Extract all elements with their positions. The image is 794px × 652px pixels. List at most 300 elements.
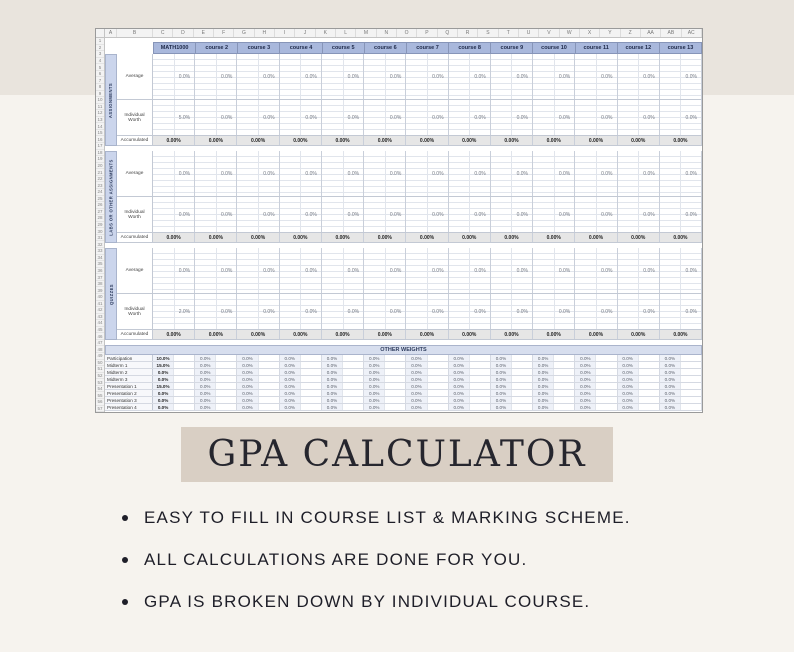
grade-input-cell[interactable] [195,248,217,293]
weight-input-cell[interactable] [343,355,363,361]
percent-cell[interactable]: 0.0% [512,100,532,135]
percent-cell[interactable]: 0.0% [386,100,406,135]
weight-input-cell[interactable] [470,355,490,361]
weight-value-cell[interactable]: 0.0% [280,369,301,375]
grade-input-cell[interactable] [575,197,597,232]
weight-input-cell[interactable] [470,390,490,396]
weight-input-cell[interactable] [174,383,194,389]
weight-value-cell[interactable]: 0.0% [322,362,343,368]
weight-input-cell[interactable] [385,404,405,410]
weight-input-cell[interactable] [639,404,659,410]
weight-value-cell[interactable]: 0.0% [449,383,470,389]
weight-input-cell[interactable] [428,383,448,389]
grade-input-cell[interactable] [237,197,259,232]
weight-value-cell[interactable]: 0.0% [280,397,301,403]
weight-value-cell[interactable]: 0.0% [575,362,596,368]
weight-input-cell[interactable] [554,376,574,382]
percent-cell[interactable]: 0.0% [681,197,701,232]
percent-cell[interactable]: 0.0% [555,197,575,232]
weight-input-cell[interactable] [385,362,405,368]
weight-value-cell[interactable]: 0.0% [153,369,174,375]
grade-input-cell[interactable] [322,294,344,329]
weight-input-cell[interactable] [343,376,363,382]
grade-input-cell[interactable] [618,151,640,196]
accumulated-cell[interactable]: 0.00% [364,233,406,242]
percent-cell[interactable]: 0.0% [344,197,364,232]
weight-input-cell[interactable] [343,404,363,410]
weight-value-cell[interactable]: 0.0% [533,376,554,382]
grade-input-cell[interactable] [406,197,428,232]
weight-value-cell[interactable]: 0.0% [449,376,470,382]
weight-input-cell[interactable] [681,355,701,361]
weight-value-cell[interactable]: 0.0% [575,383,596,389]
percent-cell[interactable]: 0.0% [301,54,321,99]
weight-value-cell[interactable]: 0.0% [364,390,385,396]
grade-input-cell[interactable] [618,248,640,293]
course-header-cell[interactable]: course 4 [280,42,322,54]
percent-cell[interactable]: 2.0% [175,294,195,329]
accumulated-cell[interactable]: 0.00% [322,330,364,339]
percent-cell[interactable]: 0.0% [386,151,406,196]
grade-input-cell[interactable] [618,197,640,232]
accumulated-cell[interactable]: 0.00% [153,136,195,145]
percent-cell[interactable]: 0.0% [301,100,321,135]
weight-value-cell[interactable]: 0.0% [195,362,216,368]
grade-input-cell[interactable] [533,197,555,232]
accumulated-cell[interactable]: 0.00% [195,136,237,145]
weight-value-cell[interactable]: 0.0% [660,397,681,403]
weight-input-cell[interactable] [428,369,448,375]
weight-input-cell[interactable] [554,369,574,375]
accumulated-cell[interactable]: 0.00% [364,136,406,145]
percent-cell[interactable]: 0.0% [470,248,490,293]
accumulated-cell[interactable]: 0.00% [660,330,702,339]
weight-value-cell[interactable]: 0.0% [237,369,258,375]
grade-input-cell[interactable] [280,151,302,196]
weight-value-cell[interactable]: 0.0% [533,362,554,368]
weight-input-cell[interactable] [216,390,236,396]
weight-input-cell[interactable] [301,404,321,410]
percent-cell[interactable]: 0.0% [555,294,575,329]
weight-input-cell[interactable] [470,397,490,403]
weight-value-cell[interactable]: 0.0% [322,397,343,403]
percent-cell[interactable]: 0.0% [175,197,195,232]
weight-input-cell[interactable] [259,404,279,410]
percent-cell[interactable]: 0.0% [639,197,659,232]
percent-cell[interactable]: 0.0% [301,248,321,293]
weight-value-cell[interactable]: 0.0% [237,355,258,361]
grade-input-cell[interactable] [153,248,175,293]
grade-input-cell[interactable] [660,100,682,135]
accumulated-cell[interactable]: 0.00% [322,136,364,145]
weight-value-cell[interactable]: 0.0% [280,355,301,361]
percent-cell[interactable]: 0.0% [259,197,279,232]
grade-input-cell[interactable] [364,100,386,135]
accumulated-cell[interactable]: 0.00% [449,330,491,339]
weight-value-cell[interactable]: 0.0% [364,355,385,361]
grade-input-cell[interactable] [660,248,682,293]
weight-value-cell[interactable]: 0.0% [660,362,681,368]
grade-input-cell[interactable] [406,248,428,293]
weight-value-cell[interactable]: 0.0% [280,362,301,368]
weight-value-cell[interactable]: 0.0% [153,404,174,410]
weight-input-cell[interactable] [681,362,701,368]
accumulated-cell[interactable]: 0.00% [449,136,491,145]
accumulated-cell[interactable]: 0.00% [406,233,448,242]
weight-value-cell[interactable]: 0.0% [533,369,554,375]
weight-value-cell[interactable]: 0.0% [406,369,427,375]
weight-value-cell[interactable]: 0.0% [364,362,385,368]
weight-value-cell[interactable]: 0.0% [322,383,343,389]
weight-input-cell[interactable] [512,383,532,389]
accumulated-cell[interactable]: 0.00% [618,233,660,242]
weight-value-cell[interactable]: 0.0% [618,376,639,382]
weight-value-cell[interactable]: 0.0% [660,390,681,396]
weight-value-cell[interactable]: 0.0% [195,376,216,382]
accumulated-cell[interactable]: 0.00% [237,233,279,242]
weight-value-cell[interactable]: 0.0% [153,376,174,382]
accumulated-cell[interactable]: 0.00% [533,136,575,145]
grade-input-cell[interactable] [153,151,175,196]
weight-input-cell[interactable] [639,362,659,368]
percent-cell[interactable]: 0.0% [217,100,237,135]
grade-input-cell[interactable] [575,294,597,329]
grade-input-cell[interactable] [237,294,259,329]
grade-input-cell[interactable] [153,197,175,232]
percent-cell[interactable]: 0.0% [301,151,321,196]
course-header-cell[interactable]: course 7 [407,42,449,54]
percent-cell[interactable]: 0.0% [301,197,321,232]
weight-input-cell[interactable] [174,390,194,396]
course-header-cell[interactable]: course 2 [196,42,238,54]
percent-cell[interactable]: 0.0% [512,197,532,232]
weight-input-cell[interactable] [216,376,236,382]
percent-cell[interactable]: 0.0% [470,100,490,135]
weight-input-cell[interactable] [639,355,659,361]
accumulated-cell[interactable]: 0.00% [322,233,364,242]
percent-cell[interactable]: 0.0% [639,151,659,196]
weight-value-cell[interactable]: 0.0% [237,376,258,382]
weight-input-cell[interactable] [216,383,236,389]
percent-cell[interactable]: 0.0% [428,54,448,99]
weight-value-cell[interactable]: 0.0% [575,369,596,375]
course-header-cell[interactable]: course 5 [323,42,365,54]
percent-cell[interactable]: 0.0% [428,294,448,329]
weight-input-cell[interactable] [428,404,448,410]
percent-cell[interactable]: 0.0% [512,54,532,99]
weight-value-cell[interactable]: 0.0% [449,404,470,410]
percent-cell[interactable]: 0.0% [597,54,617,99]
weight-input-cell[interactable] [596,383,616,389]
percent-cell[interactable]: 0.0% [555,54,575,99]
weight-value-cell[interactable]: 0.0% [195,390,216,396]
grade-input-cell[interactable] [575,100,597,135]
weight-input-cell[interactable] [216,404,236,410]
grade-input-cell[interactable] [280,100,302,135]
weight-input-cell[interactable] [301,383,321,389]
weight-value-cell[interactable]: 0.0% [322,369,343,375]
accumulated-cell[interactable]: 0.00% [491,330,533,339]
weight-input-cell[interactable] [301,390,321,396]
grade-input-cell[interactable] [153,54,175,99]
accumulated-cell[interactable]: 0.00% [280,330,322,339]
grade-input-cell[interactable] [449,248,471,293]
grade-input-cell[interactable] [618,100,640,135]
weight-value-cell[interactable]: 0.0% [406,355,427,361]
weight-value-cell[interactable]: 15.0% [153,383,174,389]
weight-value-cell[interactable]: 0.0% [533,390,554,396]
grade-input-cell[interactable] [406,100,428,135]
weight-input-cell[interactable] [216,362,236,368]
percent-cell[interactable]: 0.0% [639,248,659,293]
percent-cell[interactable]: 0.0% [344,54,364,99]
percent-cell[interactable]: 5.0% [175,100,195,135]
weight-value-cell[interactable]: 0.0% [406,390,427,396]
weight-input-cell[interactable] [596,376,616,382]
grade-input-cell[interactable] [406,294,428,329]
weight-input-cell[interactable] [301,355,321,361]
grade-input-cell[interactable] [364,294,386,329]
weight-input-cell[interactable] [385,376,405,382]
weight-value-cell[interactable]: 0.0% [153,390,174,396]
weight-input-cell[interactable] [174,404,194,410]
percent-cell[interactable]: 0.0% [512,294,532,329]
weight-input-cell[interactable] [639,397,659,403]
percent-cell[interactable]: 0.0% [217,151,237,196]
accumulated-cell[interactable]: 0.00% [575,136,617,145]
weight-value-cell[interactable]: 0.0% [406,404,427,410]
weight-input-cell[interactable] [174,376,194,382]
percent-cell[interactable]: 0.0% [217,197,237,232]
weight-input-cell[interactable] [681,383,701,389]
percent-cell[interactable]: 0.0% [259,248,279,293]
weight-value-cell[interactable]: 0.0% [491,383,512,389]
grade-input-cell[interactable] [280,248,302,293]
accumulated-cell[interactable]: 0.00% [195,233,237,242]
accumulated-cell[interactable]: 0.00% [406,136,448,145]
percent-cell[interactable]: 0.0% [217,248,237,293]
weight-value-cell[interactable]: 0.0% [449,369,470,375]
accumulated-cell[interactable]: 0.00% [364,330,406,339]
accumulated-cell[interactable]: 0.00% [491,233,533,242]
accumulated-cell[interactable]: 0.00% [533,330,575,339]
weight-input-cell[interactable] [596,355,616,361]
percent-cell[interactable]: 0.0% [639,294,659,329]
percent-cell[interactable]: 0.0% [386,248,406,293]
grade-input-cell[interactable] [195,54,217,99]
weight-value-cell[interactable]: 0.0% [280,404,301,410]
weight-value-cell[interactable]: 0.0% [195,383,216,389]
weight-input-cell[interactable] [343,383,363,389]
course-header-cell[interactable]: course 11 [576,42,618,54]
weight-input-cell[interactable] [596,397,616,403]
accumulated-cell[interactable]: 0.00% [237,136,279,145]
weight-input-cell[interactable] [639,376,659,382]
grade-input-cell[interactable] [533,54,555,99]
grade-input-cell[interactable] [237,151,259,196]
percent-cell[interactable]: 0.0% [386,197,406,232]
weight-input-cell[interactable] [512,362,532,368]
accumulated-cell[interactable]: 0.00% [153,233,195,242]
weight-input-cell[interactable] [259,376,279,382]
grade-input-cell[interactable] [364,197,386,232]
accumulated-cell[interactable]: 0.00% [237,330,279,339]
weight-input-cell[interactable] [385,390,405,396]
percent-cell[interactable]: 0.0% [259,54,279,99]
weight-value-cell[interactable]: 0.0% [533,397,554,403]
weight-input-cell[interactable] [216,369,236,375]
weight-input-cell[interactable] [343,362,363,368]
grade-input-cell[interactable] [280,197,302,232]
accumulated-cell[interactable]: 0.00% [618,136,660,145]
course-header-cell[interactable]: course 8 [449,42,491,54]
grade-input-cell[interactable] [322,54,344,99]
weight-value-cell[interactable]: 0.0% [533,404,554,410]
percent-cell[interactable]: 0.0% [597,197,617,232]
percent-cell[interactable]: 0.0% [470,54,490,99]
weight-value-cell[interactable]: 0.0% [406,397,427,403]
weight-value-cell[interactable]: 0.0% [322,355,343,361]
weight-value-cell[interactable]: 0.0% [364,376,385,382]
weight-input-cell[interactable] [596,362,616,368]
weight-input-cell[interactable] [385,355,405,361]
weight-input-cell[interactable] [596,369,616,375]
grade-input-cell[interactable] [153,294,175,329]
weight-value-cell[interactable]: 0.0% [406,362,427,368]
percent-cell[interactable]: 0.0% [597,248,617,293]
weight-value-cell[interactable]: 0.0% [491,390,512,396]
weight-value-cell[interactable]: 0.0% [575,390,596,396]
percent-cell[interactable]: 0.0% [386,54,406,99]
weight-value-cell[interactable]: 0.0% [618,355,639,361]
grade-input-cell[interactable] [364,248,386,293]
weight-input-cell[interactable] [259,362,279,368]
weight-value-cell[interactable]: 0.0% [491,404,512,410]
accumulated-cell[interactable]: 0.00% [449,233,491,242]
weight-value-cell[interactable]: 0.0% [491,369,512,375]
weight-input-cell[interactable] [259,390,279,396]
weight-input-cell[interactable] [554,355,574,361]
weight-value-cell[interactable]: 0.0% [533,355,554,361]
percent-cell[interactable]: 0.0% [597,294,617,329]
weight-value-cell[interactable]: 0.0% [237,397,258,403]
percent-cell[interactable]: 0.0% [555,151,575,196]
weight-value-cell[interactable]: 0.0% [322,376,343,382]
course-header-cell[interactable]: course 3 [238,42,280,54]
weight-input-cell[interactable] [512,376,532,382]
accumulated-cell[interactable]: 0.00% [491,136,533,145]
weight-input-cell[interactable] [174,355,194,361]
grade-input-cell[interactable] [449,151,471,196]
weight-input-cell[interactable] [554,390,574,396]
grade-input-cell[interactable] [406,54,428,99]
grade-input-cell[interactable] [491,197,513,232]
weight-input-cell[interactable] [259,369,279,375]
percent-cell[interactable]: 0.0% [512,248,532,293]
grade-input-cell[interactable] [618,54,640,99]
weight-value-cell[interactable]: 0.0% [618,369,639,375]
weight-input-cell[interactable] [259,397,279,403]
percent-cell[interactable]: 0.0% [344,151,364,196]
weight-value-cell[interactable]: 0.0% [449,390,470,396]
weight-value-cell[interactable]: 0.0% [364,383,385,389]
weight-value-cell[interactable]: 0.0% [195,404,216,410]
percent-cell[interactable]: 0.0% [470,197,490,232]
percent-cell[interactable]: 0.0% [175,151,195,196]
grade-input-cell[interactable] [153,100,175,135]
grade-input-cell[interactable] [575,54,597,99]
percent-cell[interactable]: 0.0% [597,100,617,135]
weight-value-cell[interactable]: 0.0% [491,355,512,361]
weight-input-cell[interactable] [470,369,490,375]
percent-cell[interactable]: 0.0% [470,151,490,196]
grade-input-cell[interactable] [491,100,513,135]
weight-input-cell[interactable] [216,397,236,403]
grade-input-cell[interactable] [491,54,513,99]
weight-value-cell[interactable]: 0.0% [491,362,512,368]
percent-cell[interactable]: 0.0% [470,294,490,329]
grade-input-cell[interactable] [491,151,513,196]
weight-value-cell[interactable]: 0.0% [153,397,174,403]
accumulated-cell[interactable]: 0.00% [533,233,575,242]
percent-cell[interactable]: 0.0% [259,294,279,329]
weight-value-cell[interactable]: 0.0% [618,362,639,368]
grade-input-cell[interactable] [322,248,344,293]
grade-input-cell[interactable] [280,294,302,329]
accumulated-cell[interactable]: 0.00% [280,136,322,145]
course-header-cell[interactable]: course 12 [618,42,660,54]
weight-input-cell[interactable] [470,362,490,368]
weight-value-cell[interactable]: 0.0% [618,397,639,403]
grade-input-cell[interactable] [618,294,640,329]
grade-input-cell[interactable] [195,151,217,196]
weight-input-cell[interactable] [343,369,363,375]
percent-cell[interactable]: 0.0% [555,100,575,135]
grade-input-cell[interactable] [195,197,217,232]
weight-value-cell[interactable]: 0.0% [618,390,639,396]
accumulated-cell[interactable]: 0.00% [575,330,617,339]
grade-input-cell[interactable] [533,100,555,135]
weight-value-cell[interactable]: 0.0% [449,355,470,361]
weight-input-cell[interactable] [301,376,321,382]
weight-input-cell[interactable] [681,390,701,396]
weight-input-cell[interactable] [428,390,448,396]
weight-input-cell[interactable] [596,404,616,410]
weight-input-cell[interactable] [470,376,490,382]
weight-input-cell[interactable] [301,397,321,403]
weight-value-cell[interactable]: 10.0% [153,355,174,361]
weight-input-cell[interactable] [301,369,321,375]
grade-input-cell[interactable] [575,151,597,196]
percent-cell[interactable]: 0.0% [428,197,448,232]
accumulated-cell[interactable]: 0.00% [660,136,702,145]
weight-value-cell[interactable]: 0.0% [406,376,427,382]
weight-input-cell[interactable] [470,404,490,410]
weight-input-cell[interactable] [428,355,448,361]
percent-cell[interactable]: 0.0% [386,294,406,329]
weight-input-cell[interactable] [554,383,574,389]
weight-input-cell[interactable] [554,404,574,410]
grade-input-cell[interactable] [533,248,555,293]
weight-input-cell[interactable] [343,397,363,403]
weight-value-cell[interactable]: 0.0% [237,362,258,368]
weight-value-cell[interactable]: 0.0% [195,369,216,375]
weight-input-cell[interactable] [639,383,659,389]
weight-input-cell[interactable] [385,397,405,403]
weight-input-cell[interactable] [174,369,194,375]
weight-input-cell[interactable] [512,355,532,361]
weight-value-cell[interactable]: 0.0% [364,404,385,410]
